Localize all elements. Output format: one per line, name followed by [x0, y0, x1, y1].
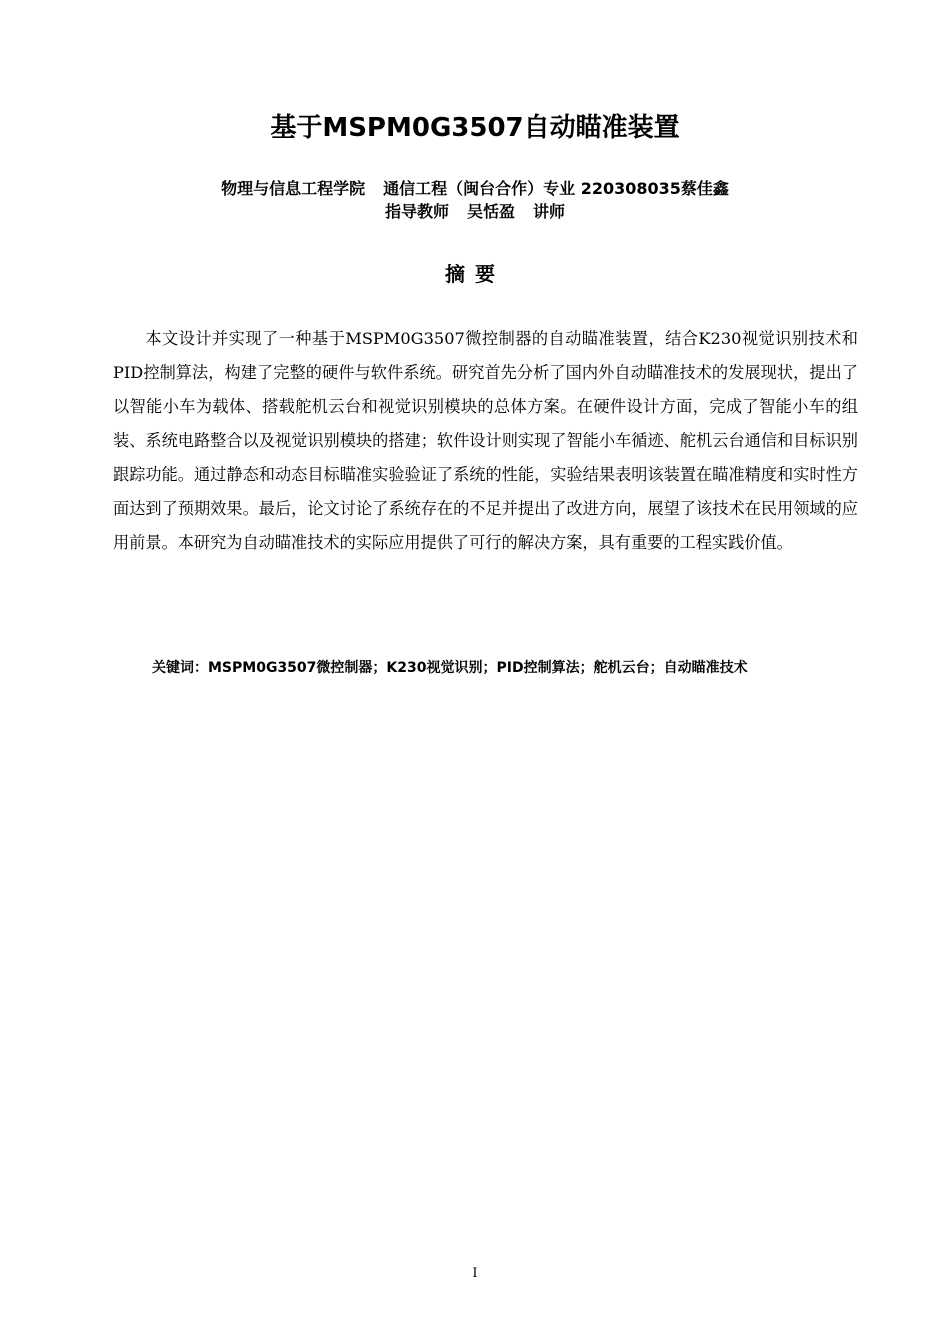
author-info-line — [0, 178, 950, 200]
keywords-label: 关键词： — [152, 660, 208, 676]
abstract-heading: 摘要 — [445, 262, 505, 286]
keywords-line — [152, 656, 872, 680]
advisor-label: 指导教师 — [384, 202, 449, 221]
major-name: 通信工程（闽台合作）专业 — [383, 179, 576, 198]
student-id-name: 220308035蔡佳鑫 — [580, 179, 729, 198]
keywords-text: MSPM0G3507微控制器；K230视觉识别；PID控制算法；舵机云台；自动瞄准技术 — [208, 660, 748, 676]
abstract-body: 本文设计并实现了一种基于MSPM0G3507微控制器的自动瞄准装置，结合K230视觉识别技术和PID控制算法，构建了完整的硬件与软件系统。研究首先分析了国内外自动瞄准技术的发展现状，提出了以智能小车为载体、搭载舵机云台和视觉识别模块的总体方案。在硬件设计方面，完成了智能小车的组装、系统电路整合以及视觉识别模块的搭建；软件设计则实现了智能小车循迹、舵机云台通信和目标识别跟踪功能。通过静态和动态目标瞄准实验验证了系统的性能，实验结果表明该装置在瞄准精度和实时性方面达到了预期效果。最后，论文讨论了系统存在的不足并提出了改进方向，展望了该技术在民用领域的应用前景。本研究为自动瞄准技术的实际应用提供了可行的解决方案，具有重要的工程实践价值。 — [113, 329, 858, 552]
advisor-name: 吴恬盈 — [466, 202, 515, 221]
page-number: I — [472, 1266, 478, 1281]
advisor-info-line — [0, 201, 950, 223]
college-name: 物理与信息工程学院 — [221, 179, 366, 198]
page-title: 基于MSPM0G3507自动瞄准装置 — [270, 113, 680, 143]
advisor-title: 讲师 — [533, 202, 566, 221]
